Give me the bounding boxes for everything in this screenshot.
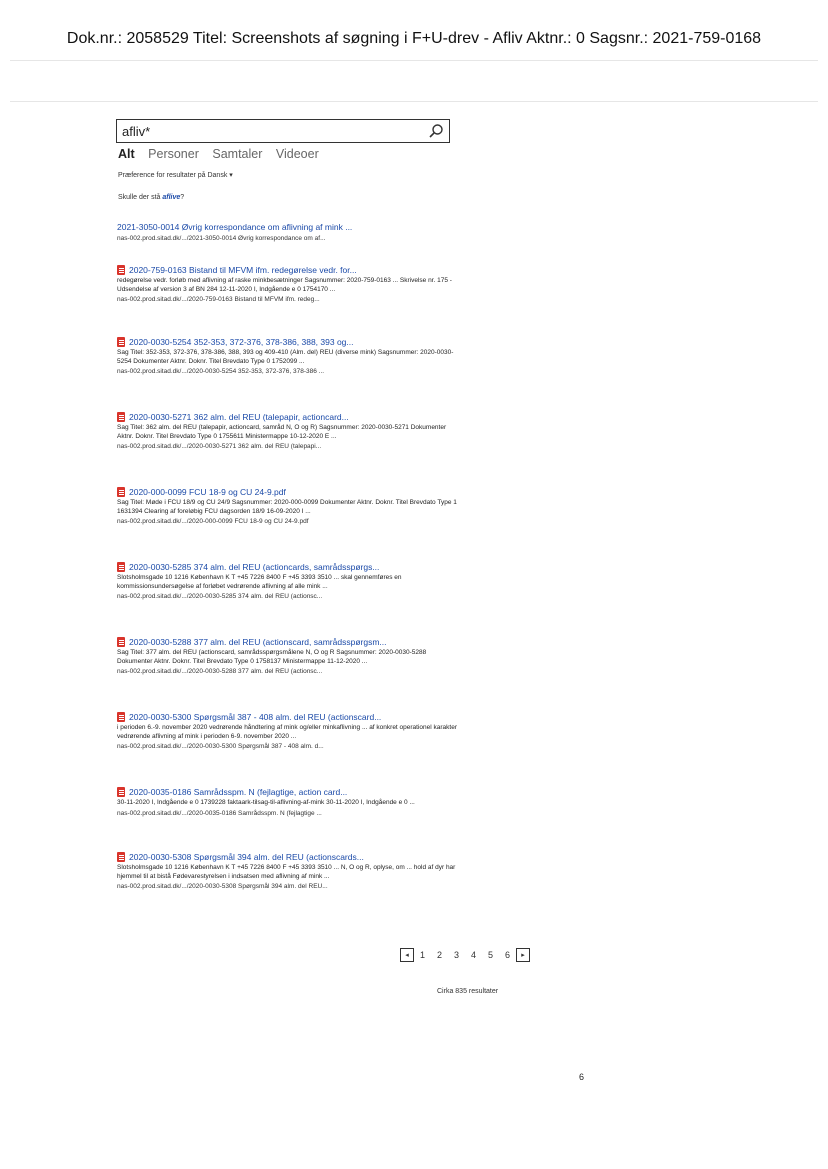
page-link[interactable]: 3	[453, 950, 459, 960]
result-item	[117, 411, 457, 451]
result-item	[117, 711, 457, 751]
tab-conversations[interactable]: Samtaler	[212, 147, 263, 161]
result-title-text: 2020-0030-5254 352-353, 372-376, 378-386, 388, 393 og...	[129, 337, 354, 347]
document-page-number: 6	[579, 1072, 585, 1082]
result-title[interactable]	[117, 486, 457, 498]
result-item	[117, 336, 457, 376]
result-title-text: 2020-0030-5300 Spørgsmål 387 - 408 alm. del REU (actionscard...	[129, 712, 382, 722]
result-title-text: 2020-0030-5285 374 alm. del REU (actioncards, samrådsspørgs...	[129, 562, 380, 572]
result-snippet: redegørelse vedr. forløb med aflivning af raske minkbesætninger Sagsnummer: 2020-759-0163 ... Skrivelse nr. 175 - Udsendelse af version 3 af BN 284 12-11-2020 I, Indgående e 0 1754170 ...	[117, 277, 452, 293]
document-header: Dok.nr.: 2058529 Titel: Screenshots af søgning i F+U-drev - Afliv Aktnr.: 0 Sagsnr.: 2021-759-0168	[66, 30, 762, 47]
result-title-text: 2021-3050-0014 Øvrig korrespondance om aflivning af mink ...	[117, 222, 353, 232]
pdf-file-icon	[117, 637, 125, 647]
search-box[interactable]	[116, 119, 450, 143]
language-preference[interactable]: Præference for resultater på Dansk ▾	[118, 172, 233, 179]
result-title[interactable]	[117, 411, 457, 423]
chevron-left-icon: ◂	[405, 952, 409, 959]
did-you-mean	[118, 194, 184, 201]
did-you-mean-suggestion[interactable]: aflive	[162, 194, 181, 201]
result-snippet: Slotsholmsgade 10 1216 København K T +45 7226 8400 F +45 3393 3510 ... N, O og R, oplyse, om ... hold af dyr har hjemmel til at bistå Fødevarestyrelsen i indsatsen med aflivning af mink ...	[117, 864, 456, 880]
result-title[interactable]	[117, 336, 457, 348]
result-count: Cirka 835 resultater	[437, 988, 499, 995]
did-you-mean-suffix: ?	[180, 194, 185, 201]
did-you-mean-prefix: Skulle der stå	[118, 194, 163, 201]
result-title-text: 2020-0030-5271 362 alm. del REU (talepapir, actioncard...	[129, 412, 349, 422]
page-link[interactable]: 4	[470, 950, 476, 960]
result-url[interactable]: nas-002.prod.sitad.dk/.../2020-0030-5308 Spørgsmål 394 alm. del REU...	[117, 883, 328, 890]
result-title[interactable]	[117, 851, 457, 863]
tab-all[interactable]: Alt	[118, 147, 135, 161]
result-url[interactable]: nas-002.prod.sitad.dk/.../2020-000-0099 FCU 18-9 og CU 24-9.pdf	[117, 518, 309, 525]
result-url[interactable]: nas-002.prod.sitad.dk/.../2021-3050-0014 Øvrig korrespondance om af...	[117, 235, 326, 242]
scan-line	[10, 101, 818, 102]
result-snippet: Slotsholmsgade 10 1216 København K T +45 7226 8400 F +45 3393 3510 ... skal gennemføres en kommissionsundersøgelse af forløbet vedrørende aflivning af alle mink ...	[117, 574, 402, 590]
result-item	[117, 264, 457, 304]
pdf-file-icon	[117, 562, 125, 572]
result-url[interactable]: nas-002.prod.sitad.dk/.../2020-0030-5285 374 alm. del REU (actionsc...	[117, 593, 323, 600]
tab-videos[interactable]: Videoer	[275, 147, 319, 161]
result-url[interactable]: nas-002.prod.sitad.dk/.../2020-0030-5271 362 alm. del REU (talepapi...	[117, 443, 322, 450]
tab-people[interactable]: Personer	[148, 147, 199, 161]
result-title[interactable]	[117, 264, 457, 276]
result-item	[117, 851, 457, 891]
result-title[interactable]	[117, 711, 457, 723]
result-snippet: i perioden 6.-9. november 2020 vedrørende håndtering af mink og/eller minkaflivning ... af konkret operationel karakter vedrørende aflivning af mink i perioden 6-9. november 2020 ...	[117, 724, 457, 740]
page-link[interactable]: 5	[487, 950, 493, 960]
result-url[interactable]: nas-002.prod.sitad.dk/.../2020-0030-5300 Spørgsmål 387 - 408 alm. d...	[117, 743, 324, 750]
result-title[interactable]	[117, 221, 457, 233]
search-tabs	[118, 147, 329, 161]
result-title[interactable]	[117, 561, 457, 573]
page-link[interactable]: 2	[436, 950, 442, 960]
result-title-text: 2020-0030-5288 377 alm. del REU (actionscard, samrådsspørgsm...	[129, 637, 387, 647]
result-title-text: 2020-0030-5308 Spørgsmål 394 alm. del REU (actionscards...	[129, 852, 364, 862]
page-link[interactable]: 1	[419, 950, 425, 960]
pdf-file-icon	[117, 337, 125, 347]
result-item	[117, 636, 457, 676]
result-item	[117, 561, 457, 601]
pdf-file-icon	[117, 412, 125, 422]
result-item	[117, 221, 457, 243]
result-url[interactable]: nas-002.prod.sitad.dk/.../2020-0030-5288 377 alm. del REU (actionsc...	[117, 668, 323, 675]
search-input[interactable]	[122, 123, 422, 139]
result-url[interactable]: nas-002.prod.sitad.dk/.../2020-0035-0186 Samrådsspm. N (fejlagtige ...	[117, 809, 322, 817]
result-title-text: 2020-000-0099 FCU 18-9 og CU 24-9.pdf	[129, 487, 286, 497]
scan-line	[10, 60, 818, 61]
result-title[interactable]	[117, 786, 457, 798]
pagination	[400, 948, 530, 962]
next-page-button[interactable]	[516, 948, 530, 962]
result-snippet: 30-11-2020 I, Indgående e 0 1739228 faktaark-tilsag-til-aflivning-af-mink 30-11-2020 I, Indgående e 0 ...	[117, 799, 415, 806]
chevron-right-icon: ▸	[521, 952, 525, 959]
result-title[interactable]	[117, 636, 457, 648]
pdf-file-icon	[117, 787, 125, 797]
search-icon[interactable]	[428, 123, 444, 139]
result-snippet: Sag Titel: 352-353, 372-376, 378-386, 388, 393 og 409-410 (Alm. del) REU (diverse mink) Sagsnummer: 2020-0030-5254 Dokumenter Aktnr. Doknr. Titel Brevdato Type 0 1752099 ...	[117, 349, 454, 365]
result-url[interactable]: nas-002.prod.sitad.dk/.../2020-759-0163 Bistand til MFVM ifm. redeg...	[117, 296, 320, 303]
result-url[interactable]: nas-002.prod.sitad.dk/.../2020-0030-5254 352-353, 372-376, 378-386 ...	[117, 368, 325, 375]
result-snippet: Sag Titel: Møde i FCU 18/9 og CU 24/9 Sagsnummer: 2020-000-0099 Dokumenter Aktnr. Doknr. Titel Brevdato Type 1 1631394 Clearing af foreløbig FCU dagsorden 18/9 16-09-2020 I ...	[117, 499, 457, 515]
result-snippet: Sag Titel: 362 alm. del REU (talepapir, actioncard, samråd N, O og R) Sagsnummer: 2020-0030-5271 Dokumenter Aktnr. Doknr. Titel Brevdato Type 0 1755611 Ministermappe 10-12-2020 E ...	[117, 424, 447, 440]
page-link[interactable]: 6	[504, 950, 510, 960]
pdf-file-icon	[117, 487, 125, 497]
result-item	[117, 786, 457, 818]
result-title-text: 2020-759-0163 Bistand til MFVM ifm. redegørelse vedr. for...	[129, 265, 357, 275]
pdf-file-icon	[117, 265, 125, 275]
result-title-text: 2020-0035-0186 Samrådsspm. N (fejlagtige, action card...	[129, 787, 348, 797]
result-snippet: Sag Titel: 377 alm. del REU (actionscard, samrådsspørgsmålene N, O og R Sagsnummer: 2020-0030-5288 Dokumenter Aktnr. Doknr. Titel Brevdato Type 0 1758137 Ministermappe 11-12-2020 ...	[117, 649, 427, 665]
pdf-file-icon	[117, 712, 125, 722]
previous-page-button[interactable]	[400, 948, 414, 962]
pdf-file-icon	[117, 852, 125, 862]
result-item	[117, 486, 457, 526]
